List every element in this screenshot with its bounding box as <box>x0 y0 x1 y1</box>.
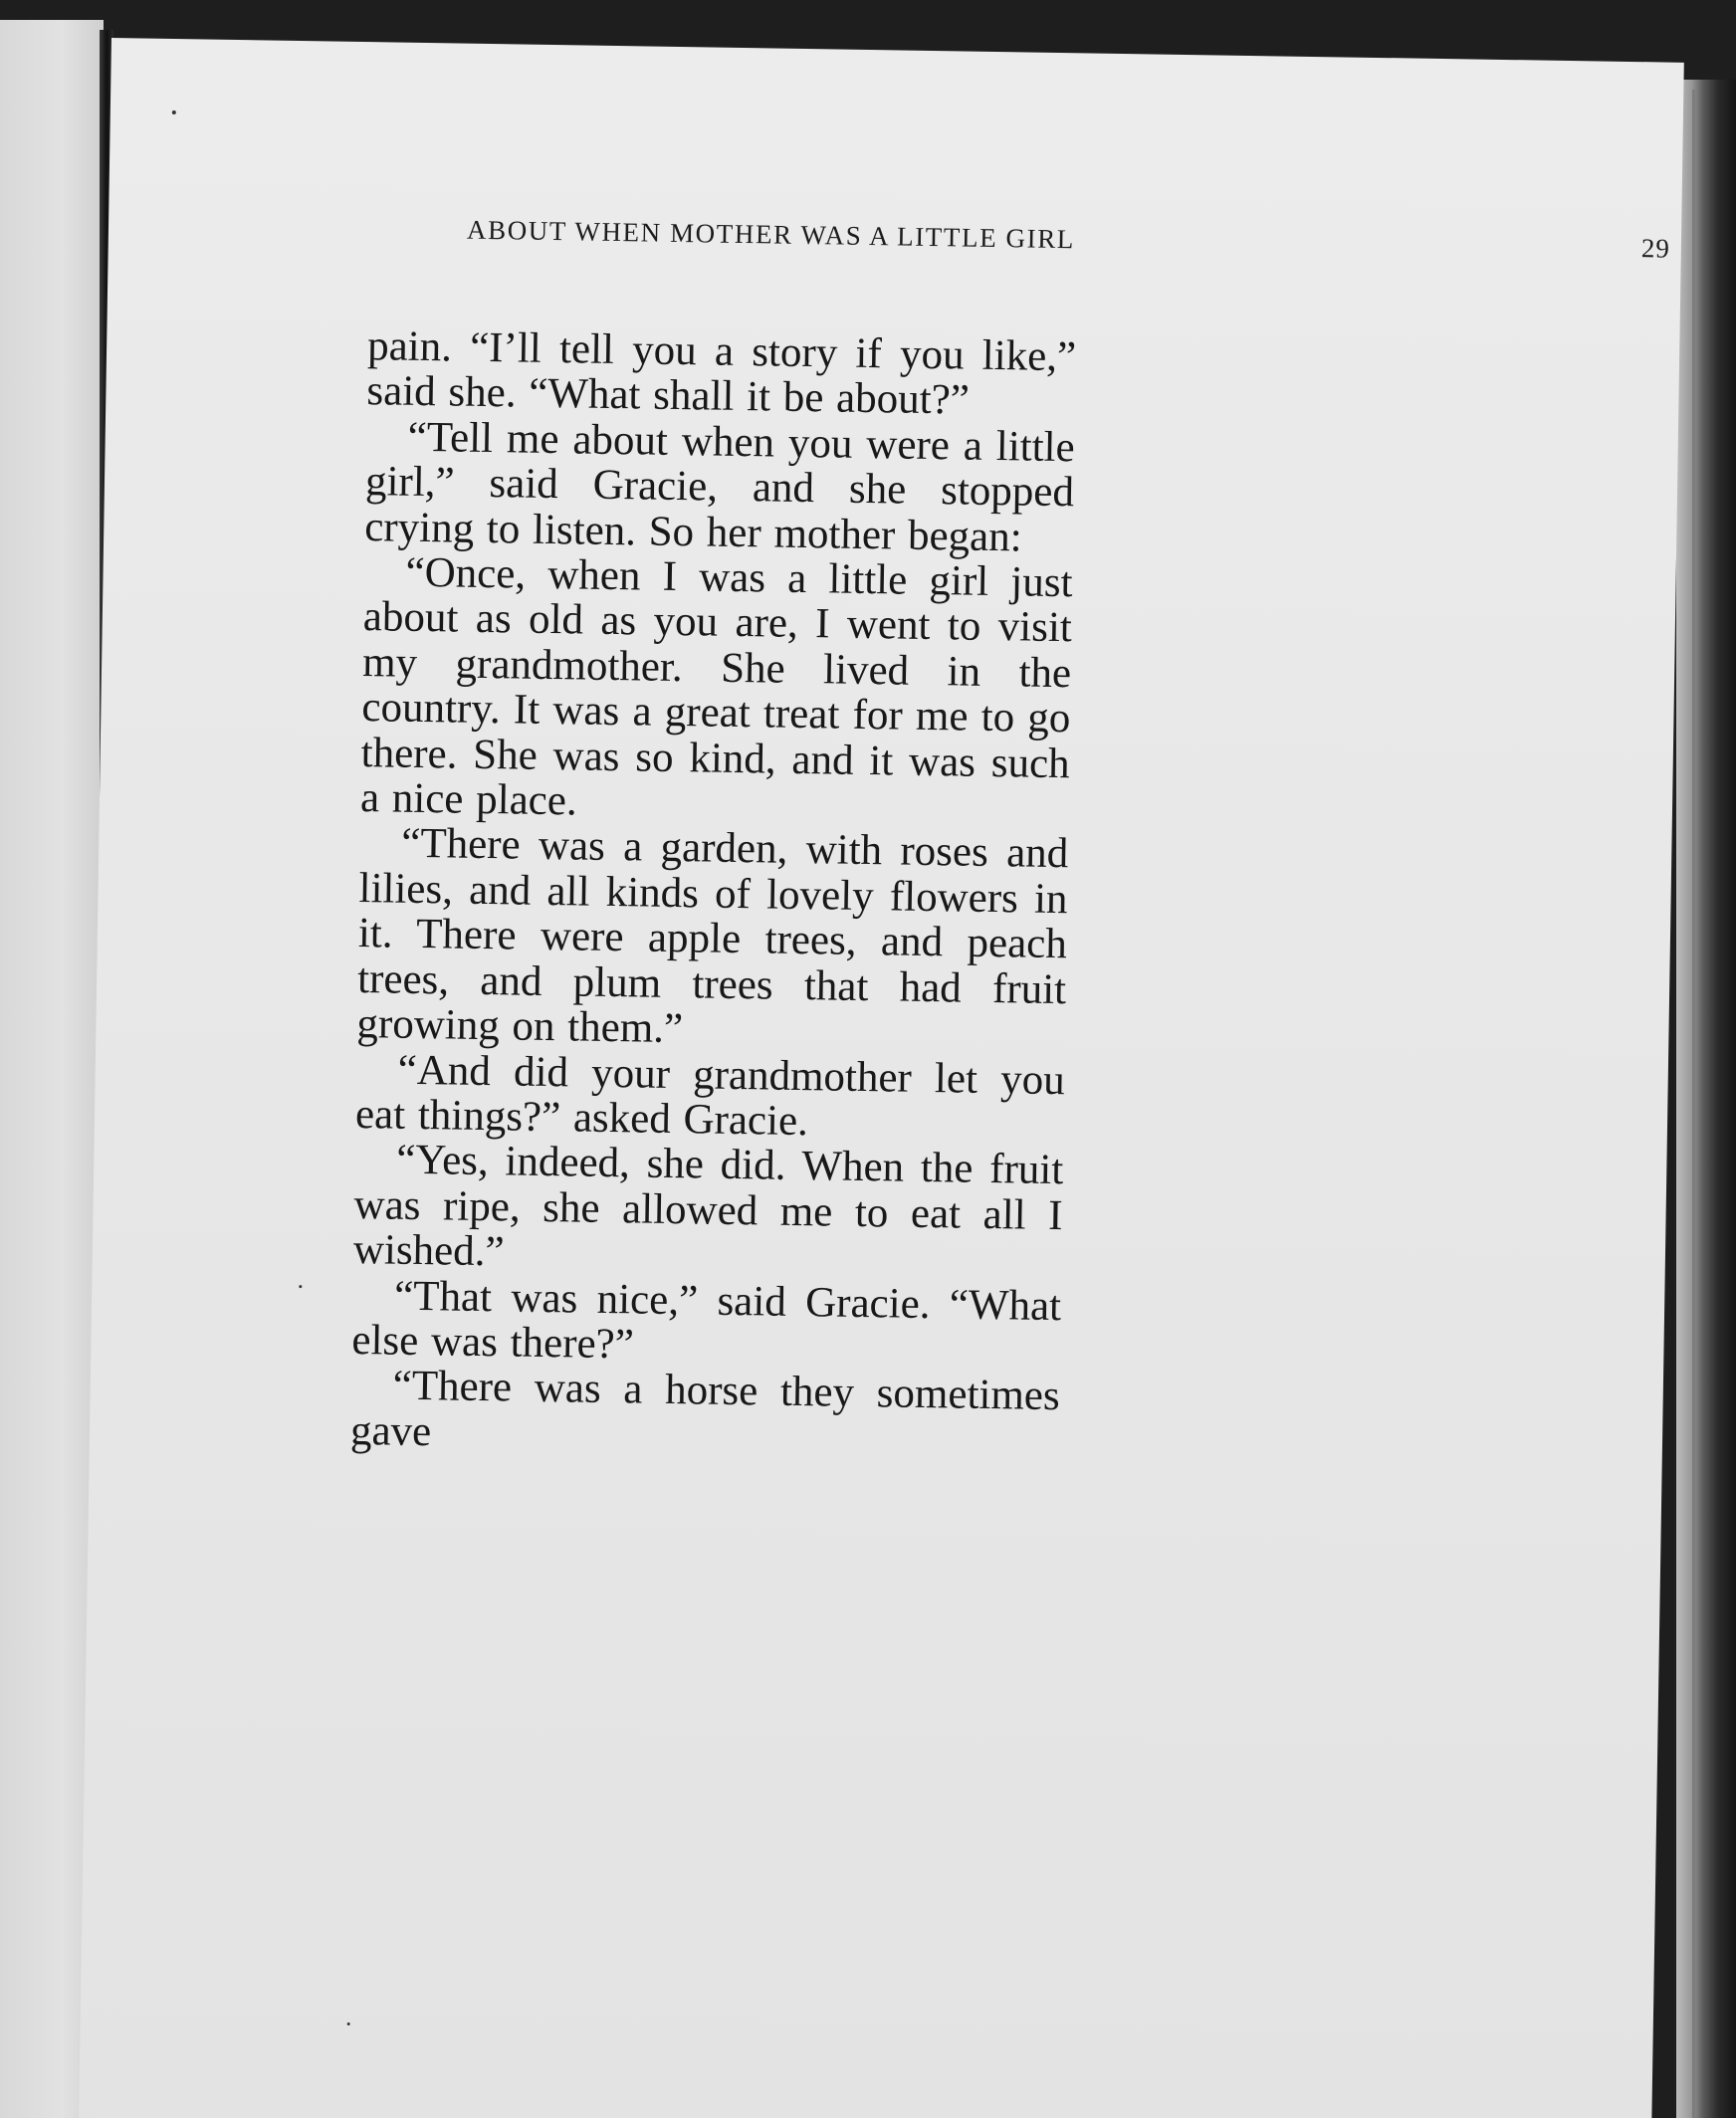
paragraph: “Yes, indeed, she did. When the fruit was ripe, she allowed me to eat all I wished.” <box>352 1136 1064 1276</box>
page-edge-line <box>1692 90 1695 2118</box>
running-head <box>466 214 1671 264</box>
book-page <box>79 38 1684 2118</box>
paragraph: “Tell me about when you were a little girl,” said Gracie, and she stopped crying to listen. So her mother began: <box>363 413 1076 561</box>
dust-speck <box>172 110 176 114</box>
paragraph: “There was a garden, with roses and lilies, and all kinds of lovely flowers in it. There were apple trees, and peach trees, and plum trees that had fruit growing on them.” <box>356 820 1069 1053</box>
paragraph: pain. “I’ll tell you a story if you like,” said she. “What shall it be about?” <box>366 322 1077 424</box>
dust-speck <box>347 2022 350 2025</box>
page-body-text <box>350 323 1077 1464</box>
running-head-title: ABOUT WHEN MOTHER WAS A LITTLE GIRL <box>466 214 1076 255</box>
page-number: 29 <box>1640 233 1671 264</box>
paragraph: “Once, when I was a little girl just about as old as you are, I went to visit my grandmother. She lived in the country. It was a great treat for me to go there. She was so kind, and it was such a nice place. <box>359 548 1073 825</box>
page-stack-edge <box>1676 80 1736 2118</box>
paragraph: “That was nice,” said Gracie. “What else was there?” <box>351 1272 1062 1369</box>
dust-speck <box>299 1285 302 1288</box>
paragraph: “And did your grandmother let you eat things?” asked Gracie. <box>354 1046 1066 1146</box>
paragraph: “There was a horse they sometimes gave <box>349 1362 1061 1455</box>
